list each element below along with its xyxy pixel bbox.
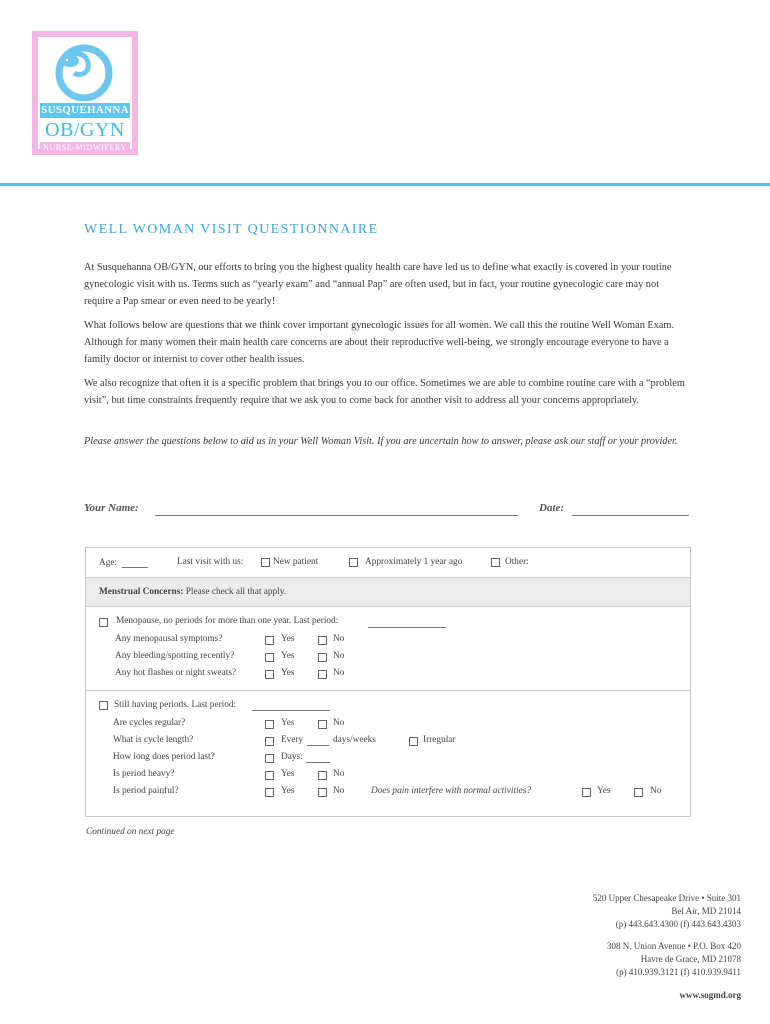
your-name-field[interactable]: [155, 503, 518, 516]
period-painful-no-checkbox[interactable]: [318, 788, 327, 797]
approx-year-checkbox[interactable]: [349, 558, 358, 567]
no-label: No: [650, 786, 662, 796]
q-period-heavy: Is period heavy?: [113, 769, 175, 779]
menopause-last-period-field[interactable]: [368, 617, 446, 628]
bleeding-yes-checkbox[interactable]: [265, 653, 274, 662]
period-painful-yes-checkbox[interactable]: [265, 788, 274, 797]
menstrual-heading: [99, 587, 286, 597]
hot-flashes-yes-checkbox[interactable]: [265, 670, 274, 679]
cycles-regular-no-checkbox[interactable]: [318, 720, 327, 729]
q-hot-flashes: Any hot flashes or night sweats?: [115, 668, 237, 678]
yes-label: Yes: [281, 786, 295, 796]
address-havre-de-grace: [607, 940, 741, 979]
other-checkbox[interactable]: [491, 558, 500, 567]
yes-label: Yes: [281, 718, 295, 728]
irregular-label: Irregular: [423, 735, 456, 745]
age-field[interactable]: [122, 558, 148, 568]
yes-label: Yes: [281, 668, 295, 678]
q-period-painful: Is period painful?: [113, 786, 179, 796]
serpent-logo-icon: [40, 39, 130, 101]
q-bleeding: Any bleeding/spotting recently?: [115, 651, 235, 661]
menopause-label: Menopause, no periods for more than one year. Last period:: [116, 616, 339, 626]
menopause-checkbox[interactable]: [99, 618, 108, 627]
yes-label: Yes: [281, 634, 295, 644]
header-rule: [0, 183, 770, 186]
divider: [86, 606, 690, 607]
cycles-regular-yes-checkbox[interactable]: [265, 720, 274, 729]
approx-year-label: Approximately 1 year ago: [365, 557, 463, 567]
no-label: No: [333, 786, 345, 796]
new-patient-label: New patient: [273, 557, 319, 567]
irregular-checkbox[interactable]: [409, 737, 418, 746]
no-label: No: [333, 634, 345, 644]
intro-paragraph-2: What follows below are questions that we think cover important gynecologic issues for all women. We call this the routine Well Woman Exam. Although for many women their main health care concerns are about their reproductive well-being, we strongly encourage everyone to have a family doctor or internist to cover other health issues.: [84, 320, 675, 365]
date-field[interactable]: [572, 503, 689, 516]
address-line: 308 N. Union Avenue • P.O. Box 420: [607, 941, 741, 951]
logo-obgyn-text: OB/GYN: [45, 119, 125, 141]
meno-symptoms-no-checkbox[interactable]: [318, 636, 327, 645]
your-name-label: Your Name:: [84, 502, 139, 514]
logo-band-text: SUSQUEHANNA: [41, 104, 129, 116]
intro-instructions: Please answer the questions below to aid us in your Well Woman Visit. If you are uncertain how to answer, please ask our staff or your provider.: [84, 436, 678, 447]
last-visit-label: Last visit with us:: [177, 557, 244, 567]
period-heavy-yes-checkbox[interactable]: [265, 771, 274, 780]
yes-label: Yes: [597, 786, 611, 796]
pain-interfere-yes-checkbox[interactable]: [582, 788, 591, 797]
yes-label: Yes: [281, 651, 295, 661]
cycle-every-checkbox[interactable]: [265, 737, 274, 746]
every-label: Every: [281, 735, 304, 745]
no-label: No: [333, 718, 345, 728]
address-line: 520 Upper Chesapeake Drive • Suite 301: [592, 893, 741, 903]
phone-line: (p) 410.939.3121 (f) 410.939.9411: [616, 967, 741, 977]
menstrual-heading-title: Menstrual Concerns:: [99, 587, 184, 597]
period-heavy-no-checkbox[interactable]: [318, 771, 327, 780]
q-period-last: How long does period last?: [113, 752, 215, 762]
hot-flashes-no-checkbox[interactable]: [318, 670, 327, 679]
address-line: Bel Air, MD 21014: [671, 906, 741, 916]
no-label: No: [333, 769, 345, 779]
continued-note: Continued on next page: [86, 827, 175, 837]
still-periods-checkbox[interactable]: [99, 701, 108, 710]
logo-sub-text: NURSE-MIDWIFERY: [40, 142, 130, 154]
other-label: Other:: [505, 557, 529, 567]
cycle-length-field[interactable]: [307, 736, 329, 746]
intro-paragraph-3: We also recognize that often it is a specific problem that brings you to our office. Sometimes we are able to combine routine care with a “problem visit”, but time constraints frequently require that we ask you to come back for another visit to address all your concerns appropriately.: [84, 378, 685, 406]
days-weeks-label: days/weeks: [333, 735, 376, 745]
page-title: WELL WOMAN VISIT QUESTIONNAIRE: [84, 222, 379, 237]
period-days-field[interactable]: [306, 753, 330, 763]
address-line: Havre de Grace, MD 21078: [640, 954, 741, 964]
bleeding-no-checkbox[interactable]: [318, 653, 327, 662]
still-periods-label: Still having periods. Last period:: [114, 700, 237, 710]
meno-symptoms-yes-checkbox[interactable]: [265, 636, 274, 645]
divider: [86, 690, 690, 691]
address-bel-air: [593, 892, 741, 931]
phone-line: (p) 443.643.4300 (f) 443.643.4303: [615, 919, 741, 929]
intro-paragraph-1: At Susquehanna OB/GYN, our efforts to bring you the highest quality health care have led us to define what exactly is covered in your routine gynecologic visit with us. Terms such as “yearly exam” and “annual Pap” are often used, but in fact, your routine gynecologic care may not require a Pap smear or even need to be yearly!: [84, 262, 672, 307]
logo: [32, 31, 138, 155]
q-cycles-regular: Are cycles regular?: [113, 718, 186, 728]
no-label: No: [333, 668, 345, 678]
q-menopausal-symptoms: Any menopausal symptoms?: [115, 634, 223, 644]
new-patient-checkbox[interactable]: [261, 558, 270, 567]
q-pain-interfere: Does pain interfere with normal activities?: [371, 786, 532, 796]
date-label: Date:: [539, 502, 565, 514]
menstrual-heading-note: Please check all that apply.: [185, 587, 287, 597]
period-days-checkbox[interactable]: [265, 754, 274, 763]
yes-label: Yes: [281, 769, 295, 779]
q-cycle-length: What is cycle length?: [113, 735, 194, 745]
age-label: Age:: [99, 558, 118, 568]
days-label: Days:: [281, 752, 303, 762]
pain-interfere-no-checkbox[interactable]: [634, 788, 643, 797]
no-label: No: [333, 651, 345, 661]
website-link[interactable]: www.sogmd.org: [679, 990, 741, 1000]
still-periods-last-period-field[interactable]: [252, 700, 330, 711]
